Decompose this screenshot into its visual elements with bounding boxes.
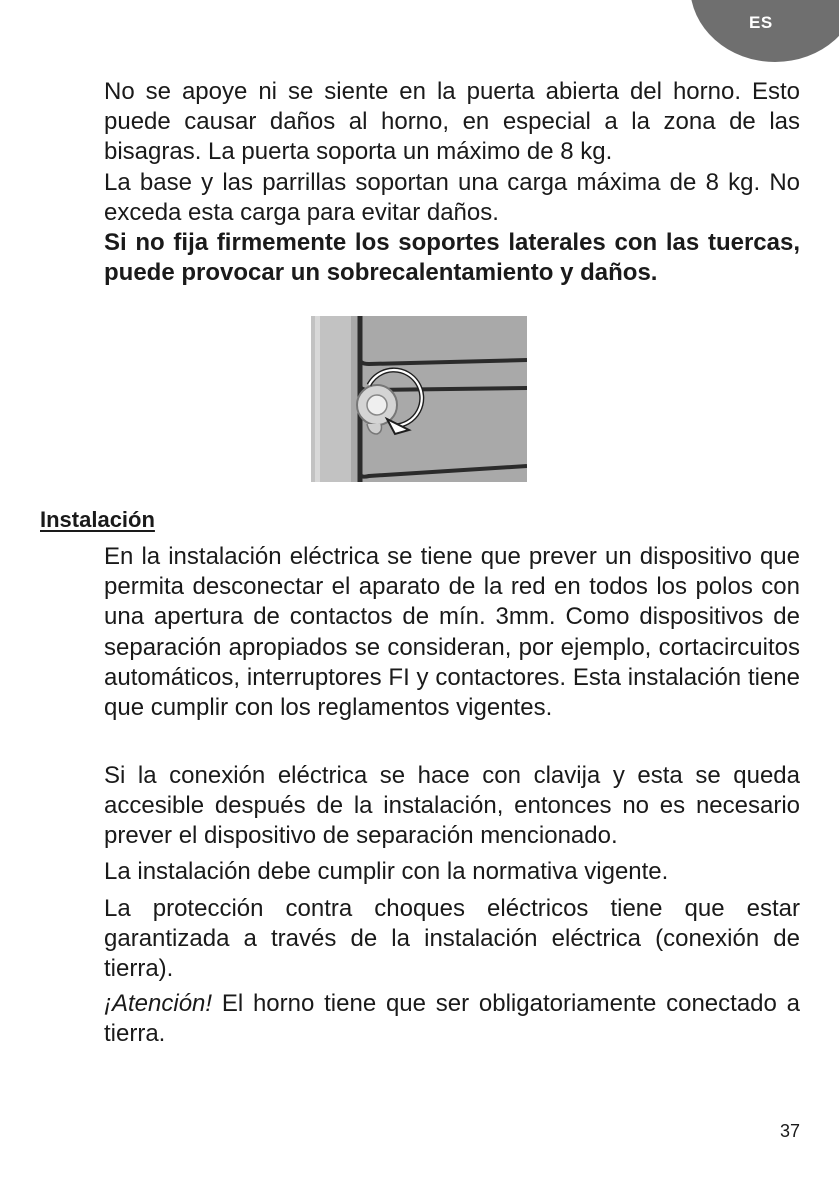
door-warning-paragraph: No se apoye ni se siente en la puerta abierta del horno. Esto puede causar daños al horno, en especial a la zona de las bisagras. La puerta soporta un máximo de 8 kg. xyxy=(104,78,800,166)
language-label: ES xyxy=(749,13,773,32)
side-support-nut-illustration xyxy=(311,316,527,482)
wall-highlight xyxy=(315,316,320,482)
installation-heading: Instalación xyxy=(40,507,155,532)
installation-paragraph-1: En la instalación eléctrica se tiene que prever un dispositivo que permita desconectar el aparato de la red en todos los polos con una apertura de contactos de mín. 3mm. Como dispositivos de separación apropiados se consideran, por ejemplo, cortacircuitos automáticos, interruptores FI y contactores. Esta instalación tiene que cumplir con los reglamentos vigentes. xyxy=(104,543,800,722)
installation-paragraph-2: Si la conexión eléctrica se hace con clavija y esta se queda accesible después de la instalación, entonces no es necesario prever el dispositivo de separación mencionado. xyxy=(104,762,800,850)
page-number: 37 xyxy=(780,1121,801,1141)
load-warning-paragraph: La base y las parrillas soportan una carga máxima de 8 kg. No exceda esta carga para evitar daños. xyxy=(104,169,800,227)
attention-text: El horno tiene que ser obligatoriamente conectado a tierra. xyxy=(104,990,800,1048)
installation-paragraph-3: La instalación debe cumplir con la normativa vigente. xyxy=(104,858,669,885)
installation-paragraph-4: La protección contra choques eléctricos tiene que estar garantizada a través de la instalación eléctrica (conexión de tierra). xyxy=(104,895,800,983)
attention-paragraph xyxy=(104,989,800,1049)
attention-label: ¡Atención! xyxy=(104,990,213,1017)
nut-center xyxy=(367,395,387,415)
side-supports-warning: Si no fija firmemente los soportes laterales con las tuercas, puede provocar un sobrecalentamiento y daños. xyxy=(104,229,800,287)
